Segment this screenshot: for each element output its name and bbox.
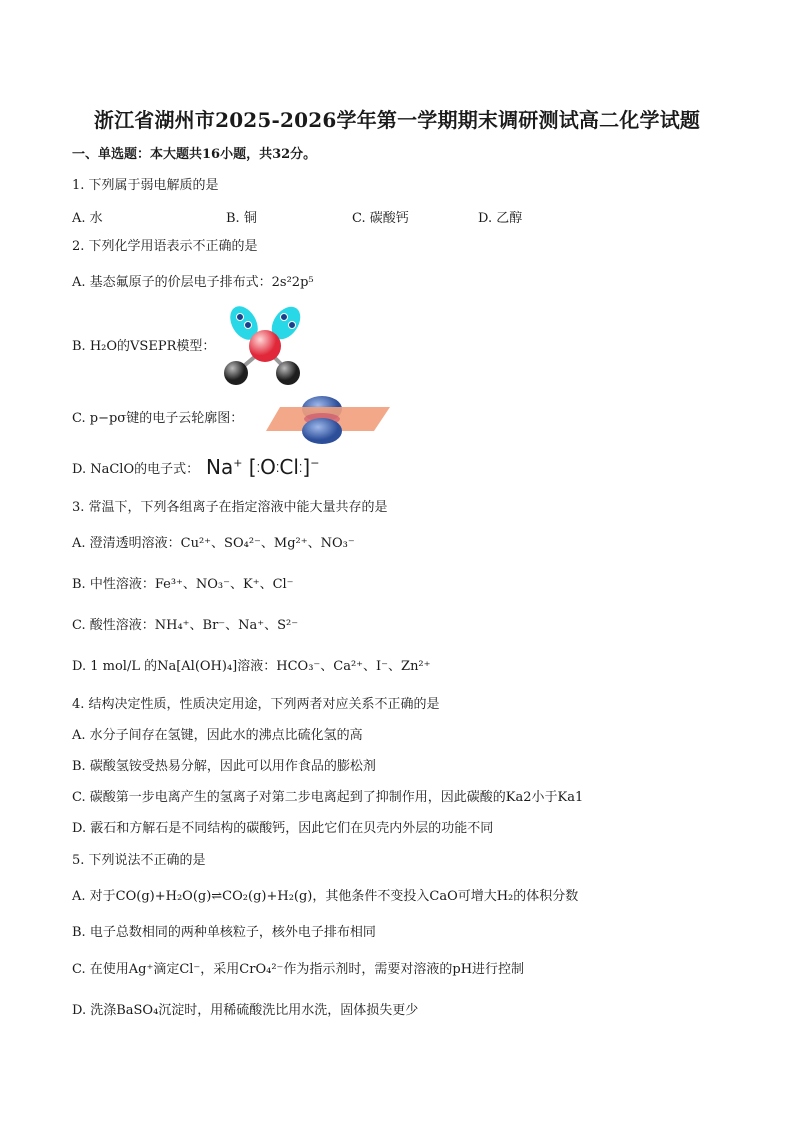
q2-option-a bbox=[72, 274, 314, 292]
electron-dot bbox=[245, 322, 252, 329]
electron-dot bbox=[289, 322, 296, 329]
sodium-symbol: Na bbox=[206, 455, 234, 479]
sigma-orbital-image bbox=[266, 395, 390, 445]
electron-dot bbox=[281, 314, 288, 321]
q5-option-d: D. 洗涤BaSO₄沉淀时，用稀硫酸洗比用水洗，固体损失更少 bbox=[72, 1003, 419, 1018]
question-2-stem: 2. 下列化学用语表示不正确的是 bbox=[72, 239, 258, 254]
q5-option-c: C. 在使用Ag⁺滴定Cl⁻，采用CrO₄²⁻作为指示剂时，需要对溶液的pH进行控制 bbox=[72, 962, 525, 977]
question-4-stem: 4. 结构决定性质，性质决定用途，下列两者对应关系不正确的是 bbox=[72, 697, 440, 712]
q4-option-b: B. 碳酸氢铵受热易分解，因此可以用作食品的膨松剂 bbox=[72, 759, 376, 774]
q1-option-c: C. 碳酸钙 bbox=[352, 211, 409, 226]
q3-option-d: D. 1 mol/L 的Na[Al(OH)₄]溶液：HCO₃⁻、Ca²⁺、I⁻、Zn²⁺ bbox=[72, 659, 431, 674]
electron-dot bbox=[237, 314, 244, 321]
question-5-stem: 5. 下列说法不正确的是 bbox=[72, 853, 206, 868]
q2-option-c bbox=[72, 410, 243, 428]
oxygen-symbol: O bbox=[260, 455, 276, 479]
vsepr-model-image bbox=[220, 303, 310, 389]
oxygen-atom bbox=[249, 330, 281, 362]
q2-option-b-letter: B. bbox=[72, 339, 86, 354]
q1-option-d: D. 乙醇 bbox=[478, 211, 523, 226]
hydrogen-atom bbox=[224, 361, 248, 385]
q4-option-d: D. 霰石和方解石是不同结构的碳酸钙，因此它们在贝壳内外层的功能不同 bbox=[72, 821, 494, 836]
q2-option-b bbox=[72, 338, 215, 356]
question-3-stem: 3. 常温下，下列各组离子在指定溶液中能大量共存的是 bbox=[72, 500, 388, 515]
q4-option-c: C. 碳酸第一步电离产生的氢离子对第二步电离起到了抑制作用，因此碳酸的Ka2小于Ka1 bbox=[72, 790, 584, 805]
q2-option-d: D. NaClO的电子式： bbox=[72, 462, 200, 477]
q2-option-a-text: A. 基态氟原子的价层电子排布式： bbox=[72, 275, 272, 290]
q2-option-c-letter: C. bbox=[72, 411, 86, 426]
q1-option-b: B. 铜 bbox=[226, 211, 257, 226]
fluorine-config: 2s²2p⁵ bbox=[271, 275, 314, 290]
q3-option-c: C. 酸性溶液：NH₄⁺、Br⁻、Na⁺、S²⁻ bbox=[72, 618, 299, 633]
water-formula: H₂O bbox=[89, 339, 118, 354]
q5-option-a: A. 对于CO(g)+H₂O(g)⇌CO₂(g)+H₂(g)，其他条件不变投入CaO可增大H₂的体积分数 bbox=[72, 889, 579, 904]
q5-option-b: B. 电子总数相同的两种单核粒子，核外电子排布相同 bbox=[72, 925, 376, 940]
q4-option-a: A. 水分子间存在氢键，因此水的沸点比硫化氢的高 bbox=[72, 728, 363, 743]
q2-option-b-text: 的VSEPR模型： bbox=[117, 339, 216, 354]
section-heading: 一、单选题：本大题共16小题，共32分。 bbox=[72, 147, 317, 162]
q2-option-c-text: 键的电子云轮廓图： bbox=[126, 411, 244, 426]
q1-option-a: A. 水 bbox=[72, 211, 103, 226]
hydrogen-atom bbox=[276, 361, 300, 385]
lower-lobe bbox=[302, 418, 342, 444]
p-p-sigma-label: p−pσ bbox=[89, 411, 127, 426]
question-1-stem: 1. 下列属于弱电解质的是 bbox=[72, 178, 219, 193]
q3-option-b: B. 中性溶液：Fe³⁺、NO₃⁻、K⁺、Cl⁻ bbox=[72, 577, 294, 592]
page-title: 浙江省湖州市2025-2026学年第一学期期末调研测试高二化学试题 bbox=[93, 108, 701, 132]
q3-option-a: A. 澄清透明溶液：Cu²⁺、SO₄²⁻、Mg²⁺、NO₃⁻ bbox=[72, 536, 355, 551]
naclo-electron-formula: Na+ [⁚O⁚Cl⁚]− bbox=[206, 455, 320, 479]
chlorine-symbol: Cl bbox=[279, 455, 299, 479]
